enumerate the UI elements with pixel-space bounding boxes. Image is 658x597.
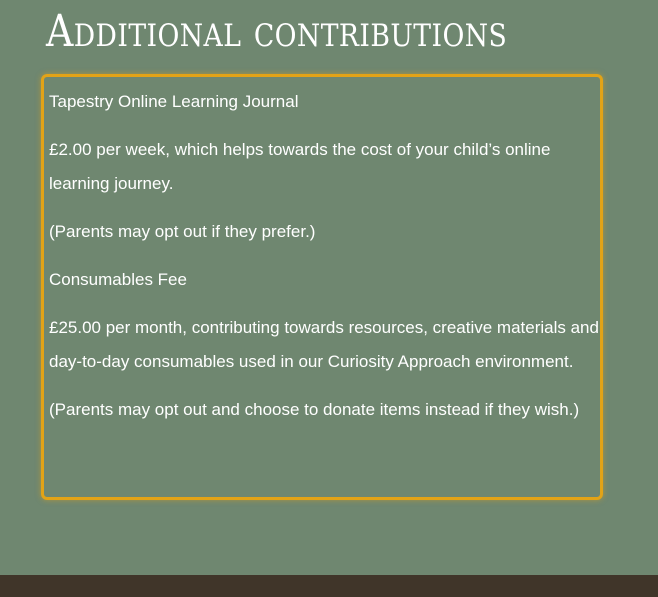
consumables-heading: Consumables Fee <box>49 270 187 289</box>
consumables-opt-out-note: (Parents may opt out and choose to donate items instead if they wish.) <box>49 400 580 419</box>
tapestry-fee-text: £2.00 per week, which helps towards the cost of your child’s online learning journey. <box>49 140 551 193</box>
tapestry-opt-out-note: (Parents may opt out if they prefer.) <box>49 222 316 241</box>
section-title: Additional contributions <box>46 6 508 57</box>
footer-bar <box>0 575 658 597</box>
contributions-box <box>41 74 603 500</box>
contributions-content <box>49 85 601 441</box>
consumables-fee-text: £25.00 per month, contributing towards resources, creative materials and day-to-day consumables used in our Curiosity Approach environment. <box>49 318 599 371</box>
tapestry-heading: Tapestry Online Learning Journal <box>49 92 299 111</box>
